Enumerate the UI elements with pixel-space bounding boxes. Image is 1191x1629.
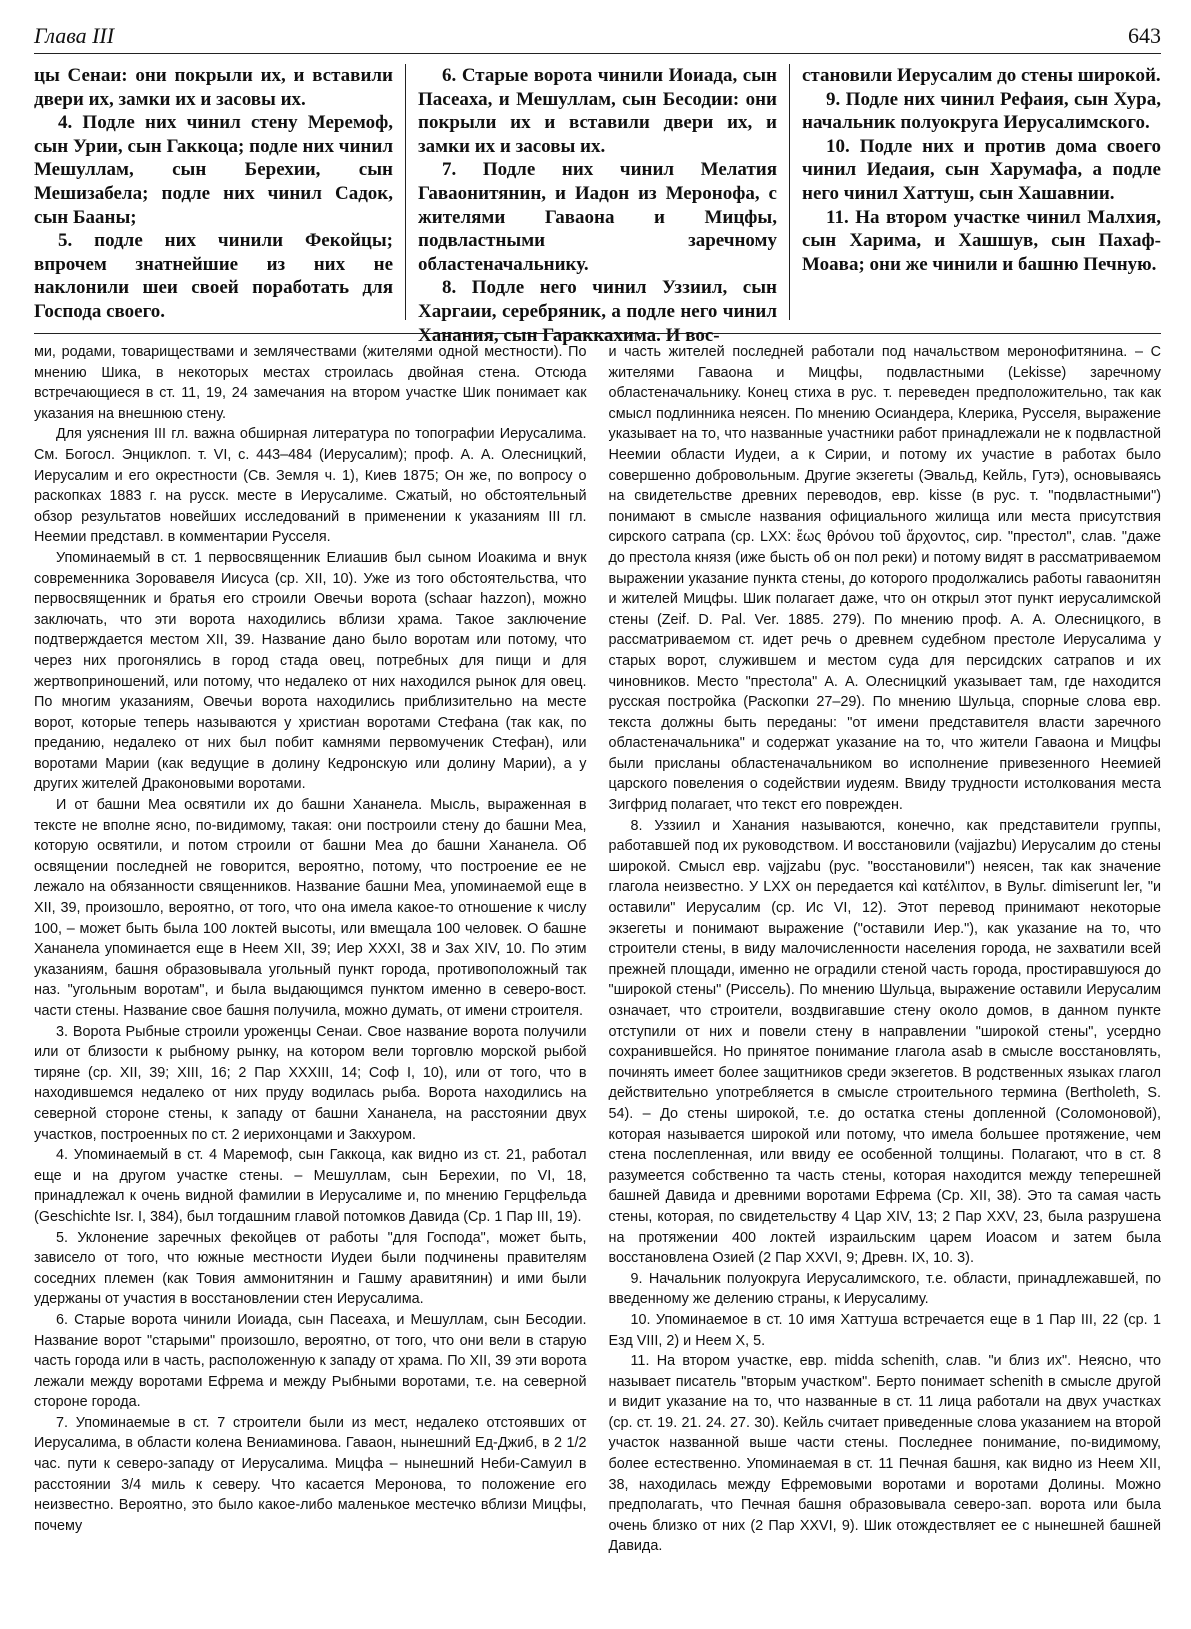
page-number: 643 [1128,23,1161,48]
verse-paragraph: цы Сенаи: они покрыли их, и вставили двери их, замки их и засовы их. [34,65,393,110]
verse-paragraph: 6. Старые ворота чинили Иоиада, сын Пасеаха, и Мешуллам, сын Бесодии: они покрыли их и вставили двери их, и замки их и засовы их. [418,65,777,157]
chapter-title: Глава III [34,23,115,48]
commentary-paragraph: Упоминаемый в ст. 1 первосвященник Елиашив был сыном Иоакима и внук современника Зоровавеля Иисуса (ср. XII, 10). Уже из того обстоятельства, что первосвященник и братья его строили Овечьи ворота (schaar hazzon), можно заключать, что эти ворота находились вблизи храма. Такое заключение подтверждается местом XII, 39. Название дано было воротам или потому, что через них прогонялись в город стада овец, потребных для пищи и для жертвоприношений, или потому, что недалеко от них находился рынок для овец. По многим указаниям, Овечьи ворота находились приблизительно на месте ворот, которые теперь называются у христиан воротами Стефана (так как, по преданию, недалеко от них был побит камнями первомученик Стефан), или воротами Марии (как ведущие в долину Кедронскую или долину Марии), а у других жителей Драконовыми воротами. [34,549,587,793]
commentary-paragraph: и часть жителей последней работали под начальством меронофитянина. – С жителями Гаваона и Мицфы, подвластными (Lekisse) заречному областеначальнику. Конец стиха в рус. т. переведен предположительно, так как смысл подлинника неясен. По мнению Осиандера, Клерика, Русселя, выражение указывает на то, что названные участники работ принадлежали не к подвластной Неемии области Иудеи, а к Сирии, и потому их участие в работах было совершенно добровольным. Другие экзегеты (Эвальд, Кейль, Гутэ), основываясь на свидетельстве древних переводов, евр. kisse (в рус. т. "подвластными") понимают в смысле названия официального жилища или места присутствия сирского сатрапа (ср. LXX: ἕως θρόνου τοῦ ἄρχοντος, сир. "престол", слав. "даже до престола князя (иже бысть об он пол реки) и потому видят в рассматриваемом выражении указание пункта стены, до которого продолжались работы гаваонитян и жителей Мицфы. Шик полагает даже, что он открыл этот пункт иерусалимской стены (Zeif. D. Pal. Ver. 1885. 279). По мнению проф. А. А. Олесницкого, в рассматриваемом ст. идет речь о древнем судебном престоле Иерусалима у старых ворот, служившем и местом суда для персидских сатрапов и их чиновников. Место "престола" А. А. Олесницкий указывает там, где находится русская постройка (Раскопки 27–29). По мнению Шульца, спорные слова евр. текста должны быть переданы: "от имени представителя власти заречного областеначальника" и содержат указание на то, что жители Гаваона и Мицфы были присланы областеначальником во исполнение привезенного Неемией царского повеления о содействии иудеям. Ввиду трудности истолкования места Зигфрид полагает, что текст его поврежден. [608,344,1161,814]
commentary-paragraph: 3. Ворота Рыбные строили уроженцы Сенаи. Свое название ворота получили или от близости к рыбному рынку, на котором вели торговлю морской рыбой тиряне (ср. XII, 39; XIII, 16; 2 Пар XXXIII, 14; Соф I, 10), или от того, что в находившемся недалеко от них пруду водилась рыба. Ворота находились на северной стороне стены, к западу от башни Хананела, на расстоянии двух участков, построенных по ст. 2 иерихонцами и Закхуром. [34,1023,587,1143]
scripture-text [34,64,1161,346]
verse-paragraph: 11. На втором участке чинил Малхия, сын Харима, и Хашшув, сын Пахаф-Моава; они же чинили и башню Печную. [802,206,1161,275]
commentary-paragraph: 4. Упоминаемый в ст. 4 Маремоф, сын Гаккоца, как видно из ст. 21, работал еще и на другом участке стены. – Мешуллам, сын Берехии, по VI, 18, принадлежал к очень видной фамилии в Иерусалиме и, по мнению Герцфельда (Geschichte Isr. I, 384), был тогдашним главой потомков Давида (Ср. 1 Пар III, 19). [34,1147,587,1225]
scripture-column-1 [34,64,405,320]
commentary-paragraph: 10. Упоминаемое в ст. 10 имя Хаттуша встречается еще в 1 Пар III, 22 (ср. 1 Езд VIII, 2) и Неем X, 5. [608,1311,1161,1349]
commentary-text [34,342,1161,1607]
verse-paragraph: 5. подле них чинили Фекойцы; впрочем знатнейшие из них не наклонили шеи своей поработать для Господа своего. [34,230,393,322]
verse-paragraph: 7. Подле них чинил Мелатия Гаваонитянин, и Иадон из Меронофа, с жителями Гаваона и Мицфы, подвластными заречному областеначальнику. [418,159,777,275]
running-header [34,20,1161,54]
commentary-paragraph: 9. Начальник полуокруга Иерусалимского, т.е. области, принадлежавшей, по введенному же делению страны, к Иерусалиму. [608,1270,1161,1308]
verse-paragraph: 10. Подле них и против дома своего чинил Иедаия, сын Харумафа, а подле него чинил Хаттуш, сын Хашавнии. [802,135,1161,204]
verse-paragraph: 4. Подле них чинил стену Меремоф, сын Урии, сын Гаккоца; подле них чинил Мешуллам, сын Берехии, сын Мешизабела; подле них чинил Садок, сын Бааны; [34,112,393,228]
commentary-paragraph: 7. Упоминаемые в ст. 7 строители были из мест, недалеко отстоявших от Иерусалима, в области колена Вениаминова. Гаваон, нынешний Ед-Джиб, в 2 1/2 час. пути к северо-западу от Иерусалима. Мицфа – нынешний Неби-Самуил в расстоянии 3/4 миль к северу. Что касается Меронова, то положение его неизвестно. Вероятно, это было какое-либо маленькое местечко вблизи Мицфы, почему [34,1414,587,1534]
scripture-column-3 [789,64,1161,320]
section-divider [34,333,1161,334]
scripture-column-2 [405,64,789,346]
commentary-paragraph: 11. На втором участке, евр. midda schenith, слав. "и близ их". Неясно, что называет писатель "вторым участком". Берто понимает schenith в смысле другой и видит указание на то, что названные в ст. 11 лица работали на двух участках (ср. ст. 19. 21. 24. 27. 30). Кейль считает приведенные слова указанием на второй участок названной выше части стены. Последнее понимание, по-видимому, более естественно. Упоминаемая в ст. 11 Печная башня, как видно из Неем XII, 38, находилась между Ефремовыми воротами и воротами Долины. Можно предполагать, что Печная башня образовывала северо-зап. ворота или была очень близко от них (2 Пар XXVI, 9). Шик отождествляет ее с нынешней башней Давида. [608,1353,1161,1555]
commentary-paragraph: ми, родами, товариществами и землячествами (жителями одной местности). По мнению Шика, в некоторых местах строилась двойная стена. Отсюда встречающиеся в ст. 11, 19, 24 замечания на втором участке Шик понимает как указания на внешнюю стену. [34,344,587,422]
verse-paragraph: 9. Подле них чинил Рефаия, сын Хура, начальник полуокруга Иерусалимского. [802,88,1161,134]
verse-paragraph: 8. Подле него чинил Уззиил, сын Харгаии, серебряник, а подле него чинил Ханания, сын Гараккахима. И вос- [418,277,777,346]
commentary-paragraph: 6. Старые ворота чинили Иоиада, сын Пасеаха, и Мешуллам, сын Бесодии. Название ворот "старыми" произошло, вероятно, от того, что они вели в старую часть города или в часть, расположенную к западу от храма. По XII, 39 эти ворота лежали между воротами Ефрема и между Рыбными воротами, т.е. на северной стороне города. [34,1311,587,1411]
commentary-paragraph: Для уяснения III гл. важна обширная литература по топографии Иерусалима. См. Богосл. Энциклоп. т. VI, с. 443–484 (Иерусалим); проф. А. А. Олесницкий, Иерусалим и его окрестности (Св. Земля ч. 1), Киев 1875; Он же, по вопросу о раскопках 1883 г. на русск. месте в Иерусалиме. Сжатый, но обстоятельный обзор результатов новейших исследований в применении к указаниям III гл. Неемии представл. в комментарии Русселя. [34,426,587,546]
verse-paragraph: становили Иерусалим до стены широкой. [802,65,1161,86]
commentary-paragraph: 5. Уклонение заречных фекойцев от работы "для Господа", может быть, зависело от того, что южные местности Иудеи были подчинены правителям соседних племен (как Товия аммонитянин и Гашму аравитянин) и ими были удержаны от участия в восстановлении стен Иерусалима. [34,1229,587,1308]
commentary-paragraph: И от башни Меа освятили их до башни Хананела. Мысль, выраженная в тексте не вполне ясно, по-видимому, такая: они построили стену до башни Меа, которую освятили, и потом строили от башни Меа до башни Хананела. Об освящении последней не говорится, вероятно, потому, что построение ее не лежало на обязанности священников. Название башни Меа, упоминаемой еще в XII, 39, произошло, вероятно, от того, что она имела какое-то отношение к числу 100, – может быть была 100 локтей высоты, или вмещала 100 человек. О башне Хананела упоминается еще в Неем XII, 39; Иер XXXI, 38 и Зах XIV, 10. По этим указаниям, башня образовывала угольный пункт города, противоположный так наз. "угольным воротам", и была выдающимся пунктом именно в северо-вост. части стены. Название свое башня получила, можно думать, от имени строителя. [34,797,587,1019]
commentary-column-right [609,342,1162,1607]
commentary-column-left [34,342,587,1607]
commentary-paragraph: 8. Уззиил и Ханания называются, конечно, как представители группы, работавшей под их руководством. И восстановили (vajjazbu) Иерусалим до стены широкой. Смысл евр. vajjzabu (рус. "восстановили") неясен, так как значение глагола неизвестно. У LXX он передается καὶ κατέλιπον, в Вульг. dimiserunt ler, "и оставили" Иерусалим (ср. Ис VI, 12). Этот перевод принимают некоторые экзегеты и понимают выражение ("оставили Иер."), как указание на то, что строители стены, в виду малочисленности населения города, не захватили всей прежней площади, именно не оградили стеной часть города, простиравшуюся до "широкой стены" (Риссель). По мнению Шульца, выражение оставили Иерусалим означает, что строители, воздвигавшие стену около домов, в данном пункте отступили от них и повели стену в направлении "широкой стены", усердно сохранившейся. Но принятое понимание глагола asab в смысле восстановлять, починять имеет более защитников среди экзегетов. В родственных языках глагол действительно употребляется в смысле строительного термина (Bertholeth, S. 54). – До стены широкой, т.е. до остатка стены допленной (Соломоновой), которая называется широкой или потому, что имела большее протяжение, чем стена послепленная, или ввиду ее особенной толщины. Полагают, что в ст. 8 разумеется собственно та часть стены, которая находится между теперешней башней Давида и древними воротами Ефрема (Ср. XII, 38). Это та самая часть стены, которая, по свидетельству 4 Цар XIV, 13; 2 Пар XXV, 23, была разрушена на протяжении 400 локтей израильским царем Иоасом и затем была восстановлена Озией (2 Пар XXVI, 9; Древн. IX, 10. 3). [608,817,1161,1267]
